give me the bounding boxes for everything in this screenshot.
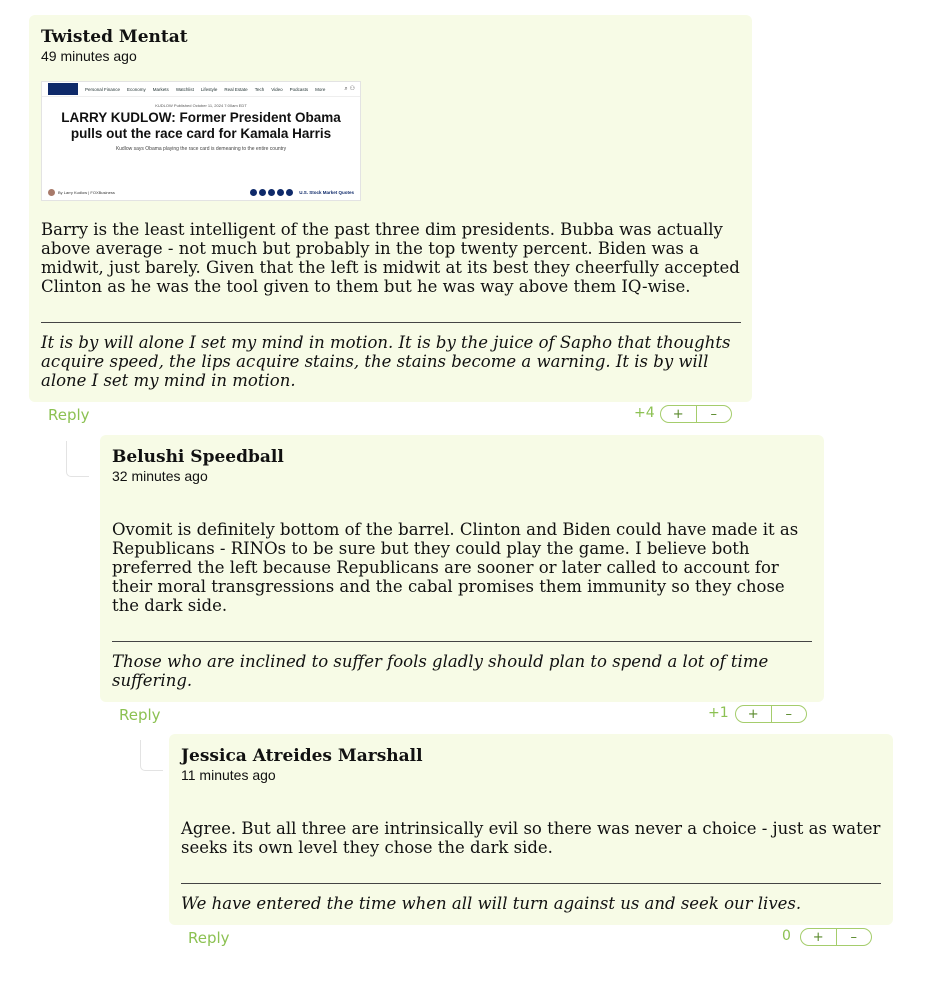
upvote-button[interactable]: + xyxy=(812,929,824,945)
article-nav-item: Markets xyxy=(152,86,169,92)
comment-author[interactable]: Twisted Mentat xyxy=(41,27,188,47)
share-icons xyxy=(250,189,293,196)
vote-buttons xyxy=(800,928,872,946)
article-kicker: KUDLOW Published October 11, 2024 7:00am EDT xyxy=(155,103,247,108)
article-byline: By Larry Kudlow | FOXBusiness xyxy=(58,190,115,195)
article-footer xyxy=(48,188,354,197)
comment-signature: Those who are inclined to suffer fools gladly should plan to spend a lot of time suffering. xyxy=(112,652,769,690)
stock-quotes-label: U.S. Stock Market Quotes xyxy=(299,190,354,195)
vote-buttons xyxy=(660,405,732,423)
article-nav-item: Watchlist xyxy=(175,86,194,92)
signature-divider xyxy=(41,322,741,323)
article-nav-item: More xyxy=(315,86,326,92)
upvote-button[interactable]: + xyxy=(747,706,759,722)
comment-body: Agree. But all three are intrinsically evil so there was never a choice - just as water seeks its own level they chose the dark side. xyxy=(181,819,881,857)
comment-time[interactable]: 49 minutes ago xyxy=(41,48,137,64)
comment-body: Barry is the least intelligent of the past three dim presidents. Bubba was actually above average - not much but probably in the top twenty percent. Biden was a midwit, just barely. Given that the left is midwit at its best they cheerfully accepted Clinton as he was the tool given to them but he was way above them IQ-wise. xyxy=(41,220,740,296)
comment-time[interactable]: 32 minutes ago xyxy=(112,468,208,484)
thread-connector xyxy=(140,740,163,771)
comment-signature: We have entered the time when all will turn against us and seek our lives. xyxy=(181,894,802,913)
upvote-button[interactable]: + xyxy=(672,406,684,422)
comment-author[interactable]: Jessica Atreides Marshall xyxy=(181,746,423,766)
vote-score: 0 xyxy=(782,928,791,944)
article-nav-item: Lifestyle xyxy=(200,86,218,92)
article-subhead: Kudlow says Obama playing the race card is demeaning to the entire country xyxy=(115,146,287,152)
downvote-button[interactable]: – xyxy=(836,929,872,945)
article-nav-item: Economy xyxy=(127,86,146,92)
vote-buttons xyxy=(735,705,807,723)
reply-button[interactable]: Reply xyxy=(188,929,230,947)
article-headline: LARRY KUDLOW: Former President Obama pulls out the race card for Kamala Harris xyxy=(61,110,341,141)
article-nav xyxy=(42,82,360,97)
article-preview-image[interactable] xyxy=(41,81,361,201)
signature-divider xyxy=(112,641,812,642)
author-avatar xyxy=(48,189,55,196)
signature-divider xyxy=(181,883,881,884)
comment-body: Ovomit is definitely bottom of the barrel. Clinton and Biden could have made it as Republicans - RINOs to be sure but they could play the game. I believe both preferred the left because Republicans are sooner or later called to account for their moral transgressions and the cabal promises them immunity so they chose the dark side. xyxy=(112,520,799,615)
fox-business-logo xyxy=(48,83,78,95)
vote-score: +4 xyxy=(634,405,655,421)
search-icon: ⌕ ⚇ xyxy=(344,85,355,92)
downvote-button[interactable]: – xyxy=(696,406,732,422)
article-nav-item: Tech xyxy=(254,86,265,92)
comment-time[interactable]: 11 minutes ago xyxy=(181,767,276,783)
comment-signature: It is by will alone I set my mind in motion. It is by the juice of Sapho that thoughts acquire speed, the lips acquire stains, the stains become a warning. It is by will alone I set my mind in motion. xyxy=(41,333,731,390)
vote-score: +1 xyxy=(708,705,729,721)
comment-author[interactable]: Belushi Speedball xyxy=(112,447,284,467)
reply-button[interactable]: Reply xyxy=(119,706,161,724)
reply-button[interactable]: Reply xyxy=(48,406,90,424)
article-nav-item: Personal Finance xyxy=(85,86,121,92)
article-nav-item: Video xyxy=(271,86,283,92)
article-nav-item: Real Estate xyxy=(224,86,248,92)
downvote-button[interactable]: – xyxy=(771,706,807,722)
thread-connector xyxy=(66,441,89,477)
article-nav-item: Podcasts xyxy=(289,86,309,92)
